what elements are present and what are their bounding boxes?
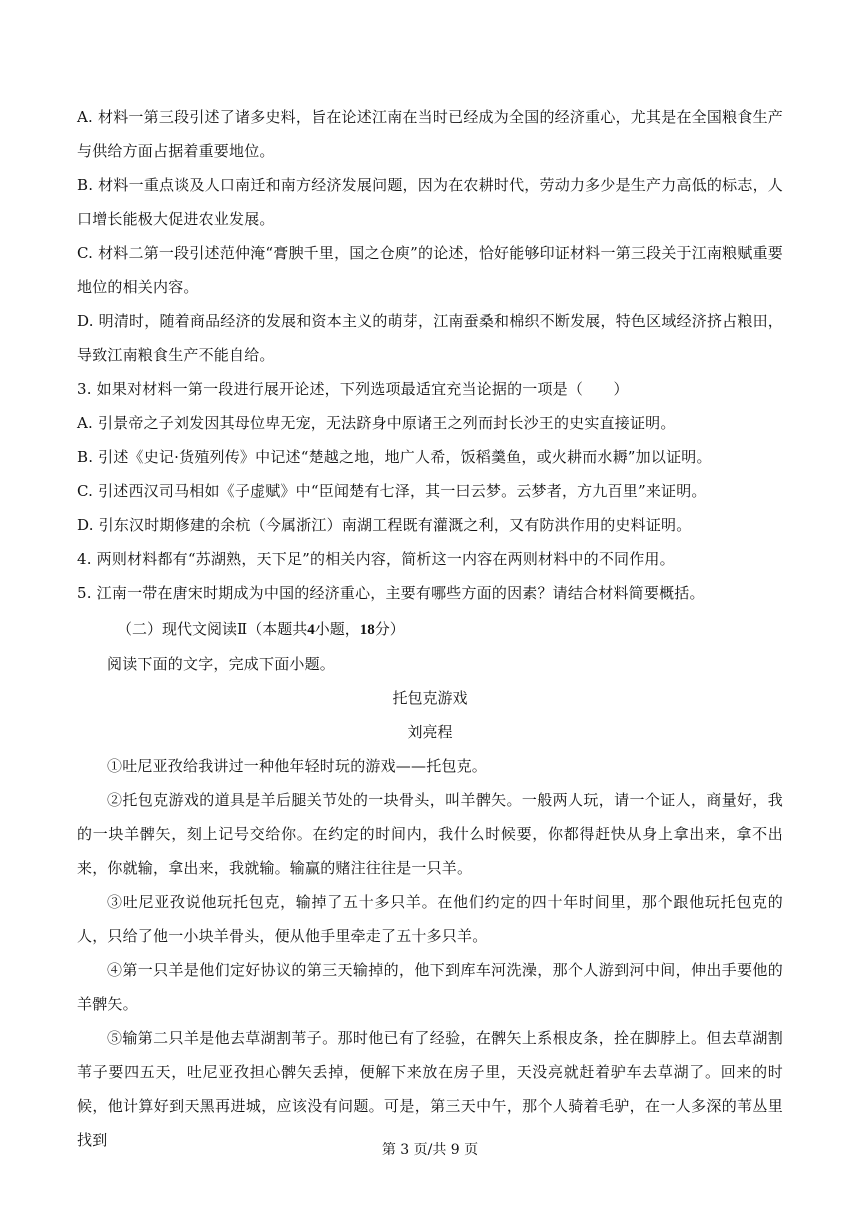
- article-paragraph-4: ④第一只羊是他们定好协议的第三天输掉的，他下到库车河洗澡，那个人游到河中间，伸出手要他的羊髀矢。: [77, 961, 783, 1013]
- q3-option-a: A. 引景帝之子刘发因其母位卑无宠，无法跻身中原诸王之列而封长沙王的史实直接证明。: [77, 414, 676, 432]
- article-paragraph-2: ②托包克游戏的道具是羊后腿关节处的一块骨头，叫羊髀矢。一般两人玩，请一个证人，商量好，我的一块羊髀矢，刻上记号交给你。在约定的时间内，我什么时候要，你都得赶快从身上拿出来，拿不出来，你就输，拿出来，我就输。输赢的赌注往往是一只羊。: [77, 791, 783, 877]
- q2-option-d: D. 明清时，随着商品经济的发展和资本主义的萌芽，江南蚕桑和棉织不断发展，特色区域经济挤占粮田，导致江南粮食生产不能自给。: [77, 312, 783, 364]
- article-paragraph-5: ⑤输第二只羊是他去草湖割苇子。那时他已有了经验，在髀矢上系根皮条，拴在脚脖上。但去草湖割苇子要四五天，吐尼亚孜担心髀矢丢掉，便解下来放在房子里，天没亮就赶着驴车去草湖了。回来的时候，他计算好到天黑再进城，应该没有问题。可是，第三天中午，那个人骑着毛驴，在一人多深的苇丛里找到: [77, 1029, 783, 1149]
- section-heading: [77, 612, 783, 647]
- q3-stem: 3. 如果对材料一第一段进行展开论述，下列选项最适宜充当论据的一项是（ ）: [77, 380, 629, 398]
- section-title: （二）现代文阅读Ⅱ（本题共: [117, 620, 308, 638]
- q3-option-d: D. 引东汉时期修建的余杭（今属浙江）南湖工程既有灌溉之利，又有防洪作用的史料证明。: [77, 516, 692, 534]
- article-paragraph-3: ③吐尼亚孜说他玩托包克，输掉了五十多只羊。在他们约定的四十年时间里，那个跟他玩托包克的人，只给了他一小块羊骨头，便从他手里牵走了五十多只羊。: [77, 893, 783, 945]
- page-number-footer: 第 3 页/共 9 页: [381, 1142, 479, 1158]
- q4-stem: 4. 两则材料都有“苏湖熟，天下足”的相关内容，简析这一内容在两则材料中的不同作用。: [77, 550, 675, 568]
- q5-stem: 5. 江南一带在唐宋时期成为中国的经济重心，主要有哪些方面的因素？请结合材料简要概括。: [77, 584, 705, 602]
- section-end: 分）: [374, 620, 405, 638]
- article-paragraph-1: ①吐尼亚孜给我讲过一种他年轻时玩的游戏——托包克。: [107, 757, 488, 775]
- section-mid: 小题，: [314, 620, 360, 638]
- section-question-count: 4: [307, 622, 315, 638]
- q2-option-a: A. 材料一第三段引述了诸多史料，旨在论述江南在当时已经成为全国的经济重心，尤其是在全国粮食生产与供给方面占据着重要地位。: [77, 108, 783, 160]
- article-author: 刘亮程: [407, 723, 453, 741]
- page-content: [77, 100, 783, 1157]
- q3-option-c: C. 引述西汉司马相如《子虚赋》中“臣闻楚有七泽，其一曰云梦。云梦者，方九百里”来证明。: [77, 482, 707, 500]
- q2-option-c: C. 材料二第一段引述范仲淹“膏腴千里，国之仓庾”的论述，恰好能够印证材料一第三段关于江南粮赋重要地位的相关内容。: [77, 244, 783, 296]
- article-title: 托包克游戏: [392, 689, 468, 707]
- section-score: 18: [359, 622, 375, 638]
- q2-option-b: B. 材料一重点谈及人口南迁和南方经济发展问题，因为在农耕时代，劳动力多少是生产力高低的标志，人口增长能极大促进农业发展。: [77, 176, 783, 228]
- reading-instruction: 阅读下面的文字，完成下面小题。: [107, 655, 336, 673]
- q3-option-b: B. 引述《史记·货殖列传》中记述“楚越之地，地广人希，饭稻羹鱼，或火耕而水耨”加以证明。: [77, 448, 712, 466]
